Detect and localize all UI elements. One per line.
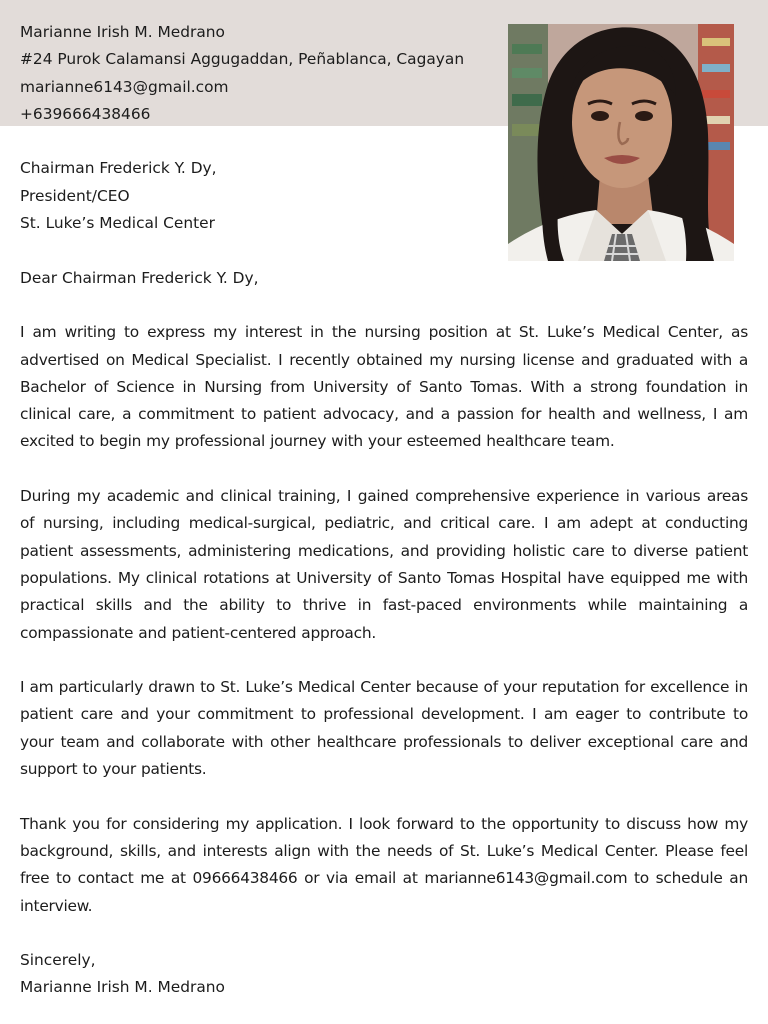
sender-block bbox=[20, 19, 748, 128]
recipient-block bbox=[20, 155, 748, 237]
signature-name: Marianne Irish M. Medrano bbox=[20, 978, 225, 997]
sender-address: #24 Purok Calamansi Aggugaddan, Peñablanca, Cagayan bbox=[20, 50, 465, 69]
sender-name: Marianne Irish M. Medrano bbox=[20, 23, 225, 41]
sender-email: marianne6143@gmail.com bbox=[20, 77, 229, 96]
closing-block bbox=[20, 947, 748, 1002]
body-paragraph: During my academic and clinical training, I gained comprehensive experience in various areas of nursing, including medical-surgical, pediatric, and critical care. I am adept at conducting patient assessments, administering medications, and providing holistic care to diverse patient populations. My clinical rotations at University of Santo Tomas Hospital have equipped me with practical skills and the ability to thrive in fast-paced environments while maintaining a compassionate and patient-centered approach. bbox=[20, 487, 748, 642]
cover-letter bbox=[20, 19, 748, 1002]
sender-phone: +639666438466 bbox=[20, 104, 151, 123]
body-paragraph: I am writing to express my interest in the nursing position at St. Luke’s Medical Center, as advertised on Medical Specialist. I recently obtained my nursing license and graduated with a Bachelor of Science in Nursing from University of Santo Tomas. With a strong foundation in clinical care, a commitment to patient advocacy, and a passion for health and wellness, I am excited to begin my professional journey with your esteemed healthcare team. bbox=[20, 323, 748, 451]
salutation: Dear Chairman Frederick Y. Dy, bbox=[20, 268, 259, 287]
valediction: Sincerely, bbox=[20, 951, 96, 970]
body-paragraph: Thank you for considering my application. I look forward to the opportunity to discuss how my background, skills, and interests align with the needs of St. Luke’s Medical Center. Please feel free to contact me at 09666438466 or via email at marianne6143@gmail.com to schedule an interview. bbox=[20, 814, 748, 915]
recipient-title: President/CEO bbox=[20, 186, 130, 205]
recipient-name: Chairman Frederick Y. Dy, bbox=[20, 159, 217, 178]
body-paragraph: I am particularly drawn to St. Luke’s Medical Center because of your reputation for excellence in patient care and your commitment to professional development. I am eager to contribute to your team and collaborate with other healthcare professionals to deliver exceptional care and support to your patients. bbox=[20, 678, 748, 779]
recipient-organization: St. Luke’s Medical Center bbox=[20, 214, 215, 233]
